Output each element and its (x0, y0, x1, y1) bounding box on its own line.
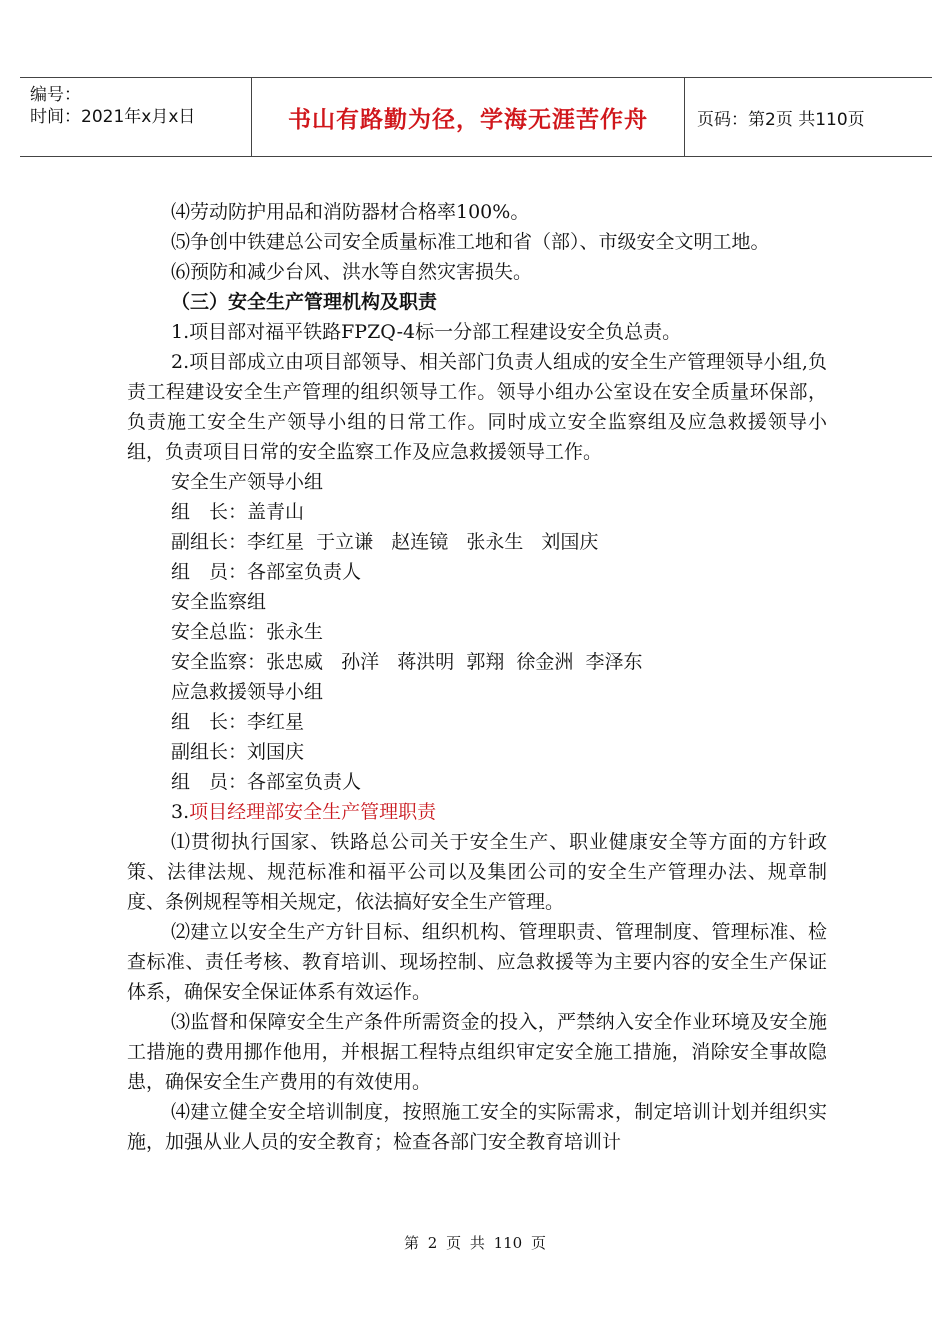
group-members: 组 员：各部室负责人 (171, 561, 362, 583)
section-3-title: 项目经理部安全生产管理职责 (189, 801, 437, 823)
section-3-heading (127, 797, 827, 827)
document-number-label: 编号： (30, 85, 81, 105)
paragraph: ⑷劳动防护用品和消防器材合格率100%。 (171, 201, 530, 223)
header-meta-cell (20, 78, 252, 157)
section-heading: （三）安全生产管理机构及职责 (171, 291, 438, 313)
group-title: 安全监察组 (171, 591, 267, 613)
header-page-code: 页码：第2页 共110页 (697, 109, 865, 130)
group-title: 应急救援领导小组 (171, 681, 324, 703)
header-motto-cell (252, 78, 685, 157)
group-leader: 组 长：盖青山 (171, 501, 305, 523)
document-time-label: 时间：2021年x月x日 (30, 107, 196, 127)
group-chief: 安全总监：张永生 (171, 621, 324, 643)
group-title: 安全生产领导小组 (171, 471, 324, 493)
group-deputy: 副组长：李红星 于立谦 赵连镜 张永生 刘国庆 (171, 531, 599, 553)
duty-item: ⑴贯彻执行国家、铁路总公司关于安全生产、职业健康安全等方面的方针政策、法律法规、规范标准和福平公司以及集团公司的安全生产管理办法、规章制度、条例规程等相关规定，依法搞好安全生产管理。 (127, 831, 827, 913)
group-inspectors: 安全监察：张忠威 孙洋 蒋洪明 郭翔 徐金洲 李泽东 (171, 651, 643, 673)
header-motto: 书山有路勤为径，学海无涯苦作舟 (288, 106, 648, 133)
paragraph: ⑸争创中铁建总公司安全质量标准工地和省（部）、市级安全文明工地。 (171, 231, 770, 253)
group-members: 组 员：各部室负责人 (171, 771, 362, 793)
section-3-number: 3. (171, 801, 190, 823)
duty-item: ⑵建立以安全生产方针目标、组织机构、管理职责、管理制度、管理标准、检查标准、责任考核、教育培训、现场控制、应急救援等为主要内容的安全生产保证体系，确保安全保证体系有效运作。 (127, 921, 827, 1003)
paragraph: ⑹预防和减少台风、洪水等自然灾害损失。 (171, 261, 533, 283)
document-header (20, 77, 932, 157)
duty-item: ⑷建立健全安全培训制度，按照施工安全的实际需求，制定培训计划并组织实施，加强从业人员的安全教育；检查各部门安全教育培训计 (127, 1101, 827, 1153)
page-footer: 第 2 页 共 110 页 (403, 1234, 546, 1252)
paragraph: 1.项目部对福平铁路FPZQ-4标一分部工程建设安全负总责。 (171, 321, 682, 343)
group-leader: 组 长：李红星 (171, 711, 305, 733)
duty-item: ⑶监督和保障安全生产条件所需资金的投入，严禁纳入安全作业环境及安全施工措施的费用挪作他用，并根据工程特点组织审定安全施工措施，消除安全事故隐患，确保安全生产费用的有效使用。 (127, 1011, 827, 1093)
document-body (127, 197, 827, 1157)
group-deputy: 副组长：刘国庆 (171, 741, 305, 763)
header-page-cell (685, 78, 933, 157)
paragraph: 2.项目部成立由项目部领导、相关部门负责人组成的安全生产管理领导小组,负责工程建设安全生产管理的组织领导工作。领导小组办公室设在安全质量环保部，负责施工安全生产领导小组的日常工作。同时成立安全监察组及应急救援领导小组，负责项目日常的安全监察工作及应急救援领导工作。 (127, 351, 827, 463)
